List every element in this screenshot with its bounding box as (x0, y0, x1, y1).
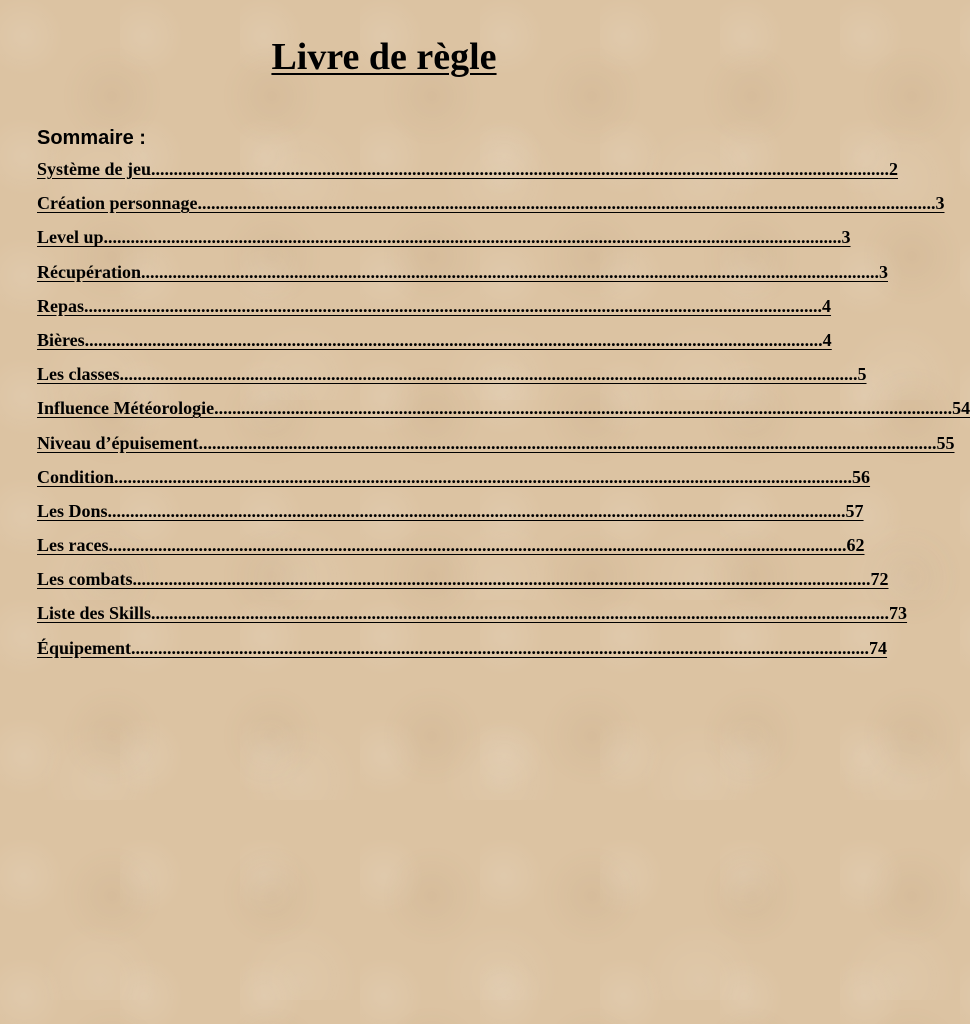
toc-leader-dots: .................................................................................................................................................................... (107, 500, 846, 521)
toc-entry-label: Niveau d’épuisement (37, 432, 199, 453)
toc-leader-dots: .................................................................................................................................................................... (150, 159, 889, 179)
toc-entry-label: Création personnage (37, 193, 198, 214)
toc-entry-les-races[interactable] (37, 533, 865, 567)
toc-entry-page: 5 (857, 364, 867, 385)
toc-heading: Sommaire : (37, 127, 146, 149)
toc-entry-label: Repas (37, 295, 85, 316)
toc-leader-dots: .................................................................................................................................................................... (114, 466, 853, 487)
toc-leader-dots: .................................................................................................................................................................... (151, 603, 890, 624)
toc-entry-page: 2 (888, 159, 898, 179)
toc-entry-niveau-epuisement[interactable] (37, 431, 955, 465)
toc-entry-label: Équipement (37, 637, 132, 658)
toc-entry-page: 62 (846, 535, 865, 556)
toc-leader-dots: .................................................................................................................................................................... (132, 569, 871, 590)
toc-entry-les-dons[interactable] (37, 499, 864, 533)
toc-entry-label: Les Dons (37, 500, 108, 521)
toc-entry-label: Les classes (37, 364, 120, 385)
toc-entry-page: 4 (822, 295, 832, 316)
toc-entry-equipement[interactable] (37, 636, 888, 670)
toc-entry-label: Influence Météorologie (37, 398, 215, 419)
table-of-contents (37, 157, 970, 670)
toc-entry-repas[interactable] (37, 294, 832, 328)
toc-leader-dots: .................................................................................................................................................................... (103, 227, 842, 248)
toc-entry-page: 4 (822, 329, 832, 350)
toc-leader-dots: .................................................................................................................................................................... (119, 364, 858, 385)
toc-entry-label: Liste des Skills (37, 603, 152, 624)
toc-leader-dots: .................................................................................................................................................................... (140, 261, 879, 282)
toc-leader-dots: .................................................................................................................................................................... (198, 432, 937, 453)
toc-entry-page: 54 (952, 398, 970, 419)
toc-entry-condition[interactable] (37, 465, 871, 499)
toc-leader-dots: .................................................................................................................................................................... (131, 637, 870, 658)
toc-leader-dots: .................................................................................................................................................................... (197, 193, 936, 214)
toc-entry-label: Les races (37, 535, 109, 556)
toc-entry-label: Système de jeu (37, 159, 151, 179)
toc-entry-page: 73 (889, 603, 908, 624)
toc-leader-dots: .................................................................................................................................................................... (84, 329, 823, 350)
toc-entry-label: Les combats (37, 569, 133, 590)
toc-entry-recuperation[interactable] (37, 260, 888, 294)
toc-entry-liste-des-skills[interactable] (37, 601, 908, 635)
toc-entry-label: Récupération (37, 261, 141, 282)
toc-entry-label: Condition (37, 466, 115, 487)
toc-entry-page: 3 (878, 261, 888, 282)
toc-entry-page: 74 (869, 637, 888, 658)
toc-entry-page: 55 (936, 432, 955, 453)
toc-entry-page: 72 (870, 569, 889, 590)
document-title: Livre de règle (271, 36, 497, 78)
toc-entry-label: Bières (37, 329, 85, 350)
toc-entry-level-up[interactable] (37, 225, 851, 259)
toc-entry-page: 3 (935, 193, 945, 214)
toc-entry-creation-personnage[interactable] (37, 191, 945, 225)
toc-entry-bieres[interactable] (37, 328, 832, 362)
toc-entry-les-classes[interactable] (37, 362, 867, 396)
toc-entry-influence-meteorologie[interactable] (37, 396, 970, 430)
toc-entry-page: 3 (841, 227, 851, 248)
toc-entry-label: Level up (37, 227, 104, 248)
toc-entry-systeme-de-jeu[interactable] (37, 157, 898, 191)
toc-leader-dots: .................................................................................................................................................................... (84, 295, 823, 316)
toc-leader-dots: .................................................................................................................................................................... (108, 535, 847, 556)
toc-entry-page: 56 (852, 466, 871, 487)
toc-entry-page: 57 (845, 500, 864, 521)
toc-leader-dots: .................................................................................................................................................................... (214, 398, 953, 419)
toc-entry-les-combats[interactable] (37, 567, 889, 601)
